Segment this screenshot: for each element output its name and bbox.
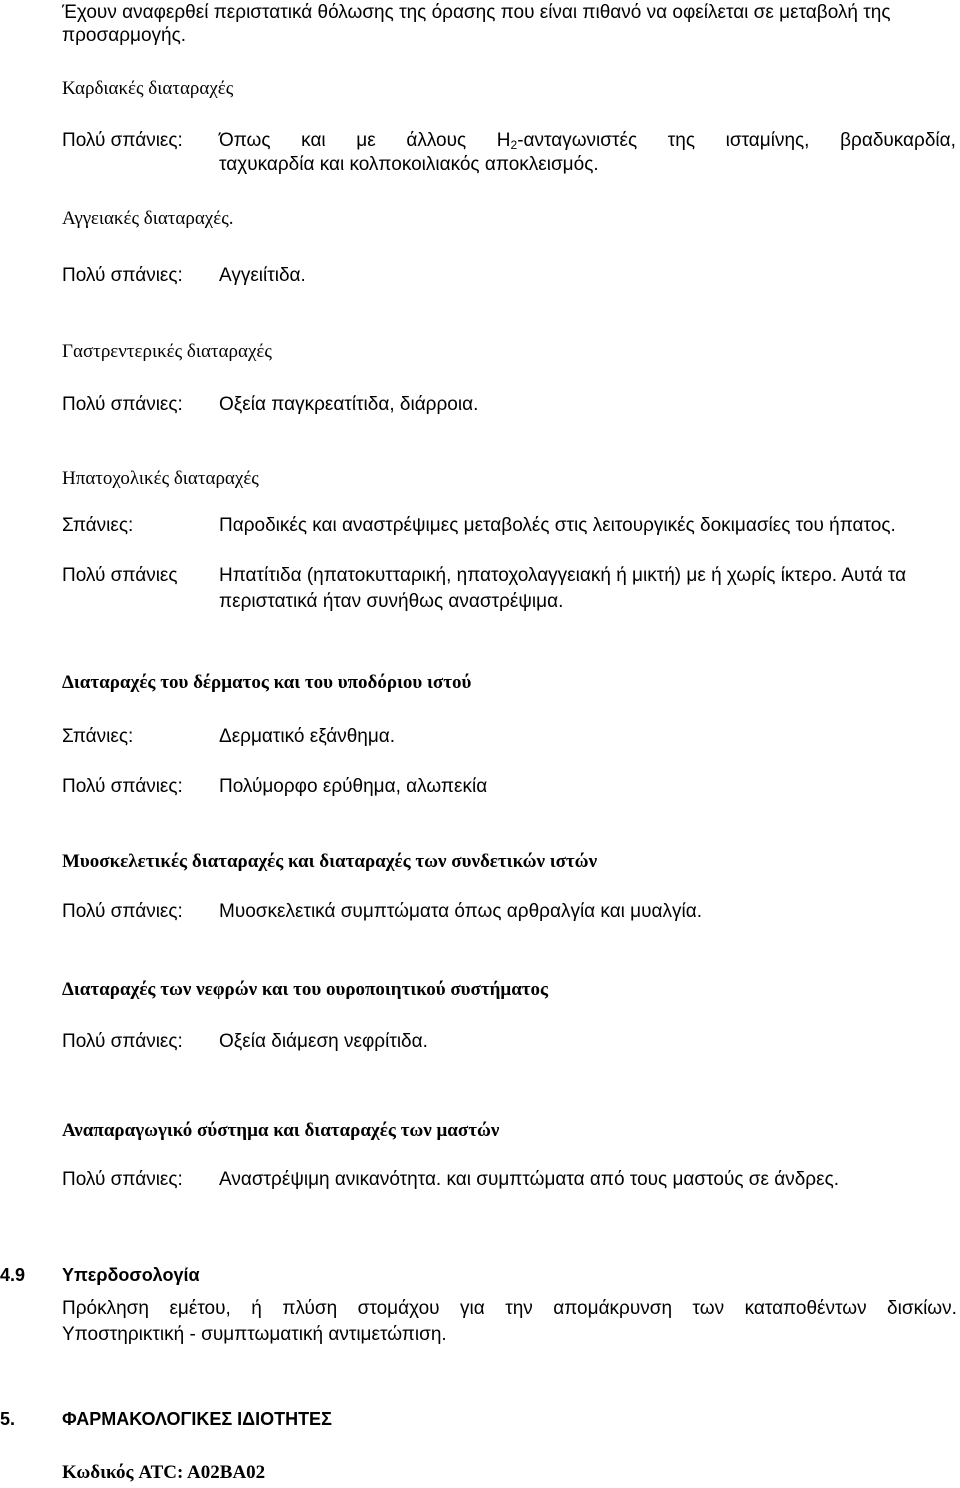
h2-prefix: H <box>496 130 511 151</box>
overdose-section-number: 4.9 <box>0 1265 26 1285</box>
reproductive-label: Πολύ σπάνιες: <box>62 1169 183 1190</box>
reproductive-heading: Αναπαραγωγικό σύστημα και διαταραχές των μαστών <box>62 1120 500 1141</box>
pharmacology-section-title: ΦΑΡΜΑΚΟΛΟΓΙΚΕΣ ΙΔΙΟΤΗΤΕΣ <box>62 1409 332 1429</box>
word: Πρόκληση <box>62 1298 149 1319</box>
word: με <box>356 130 376 151</box>
intro-line-1: Έχουν αναφερθεί περιστατικά θόλωσης της όρασης που είναι πιθανό να οφείλεται σε μεταβολή της <box>62 2 891 23</box>
word: των <box>692 1298 725 1319</box>
cardiac-text-line-2: ταχυκαρδία και κολποκοιλιακός αποκλεισμός. <box>219 154 599 175</box>
intro-line-2: προσαρμογής. <box>62 25 187 46</box>
word: ισταμίνης, <box>725 130 810 151</box>
musculo-heading: Μυοσκελετικές διαταραχές και διαταραχές των συνδετικών ιστών <box>62 851 598 872</box>
hepato-text-2-line-1: Ηπατίτιδα (ηπατοκυτταρική, ηπατοχολαγγειακή ή μικτή) με ή χωρίς ίκτερο. Αυτά τα <box>219 565 907 586</box>
hepato-label-1: Σπάνιες: <box>62 515 134 536</box>
word: δισκίων. <box>887 1298 957 1319</box>
word: της <box>667 130 695 151</box>
cardiac-heading: Καρδιακές διαταραχές <box>62 78 234 99</box>
word: καταποθέντων <box>744 1298 867 1319</box>
gastro-text: Οξεία παγκρεατίτιδα, διάρροια. <box>219 394 479 415</box>
h2-suffix: -ανταγωνιστές <box>517 130 638 151</box>
word: την <box>505 1298 533 1319</box>
word: Όπως <box>219 130 271 151</box>
hepato-text-1: Παροδικές και αναστρέψιμες μεταβολές στις λειτουργικές δοκιμασίες του ήπατος. <box>219 515 896 536</box>
pharmacology-section-number: 5. <box>0 1409 16 1429</box>
reproductive-text: Αναστρέψιμη ανικανότητα. και συμπτώματα από τους μαστούς σε άνδρες. <box>219 1169 840 1190</box>
word: απομάκρυνση <box>553 1298 673 1319</box>
overdose-text-line-2: Υποστηρικτική - συμπτωματική αντιμετώπιση. <box>62 1324 447 1345</box>
renal-label: Πολύ σπάνιες: <box>62 1031 183 1052</box>
gastro-label: Πολύ σπάνιες: <box>62 394 183 415</box>
word: άλλους <box>406 130 467 151</box>
word: πλύση <box>282 1298 338 1319</box>
skin-text-2: Πολύμορφο ερύθημα, αλωπεκία <box>219 776 488 797</box>
musculo-label: Πολύ σπάνιες: <box>62 901 183 922</box>
skin-label-1: Σπάνιες: <box>62 726 134 747</box>
vascular-label: Πολύ σπάνιες: <box>62 265 183 286</box>
vascular-heading: Αγγειακές διαταραχές. <box>62 208 234 229</box>
word: ή <box>251 1298 262 1319</box>
word: και <box>301 130 326 151</box>
word: στομάχου <box>357 1298 440 1319</box>
renal-heading: Διαταραχές των νεφρών και του ουροποιητικού συστήματος <box>62 979 549 1000</box>
overdose-text-line-1 <box>62 1297 957 1321</box>
word: για <box>460 1298 485 1319</box>
hepato-heading: Ηπατοχολικές διαταραχές <box>62 468 259 489</box>
skin-text-1: Δερματικό εξάνθημα. <box>219 726 396 747</box>
word: εμέτου, <box>169 1298 231 1319</box>
word: βραδυκαρδία, <box>840 130 956 151</box>
skin-label-2: Πολύ σπάνιες: <box>62 776 183 797</box>
h2-subscript: 2 <box>510 138 518 152</box>
hepato-label-2: Πολύ σπάνιες <box>62 565 178 586</box>
cardiac-label: Πολύ σπάνιες: <box>62 130 183 151</box>
atc-code: Κωδικός ATC: A02BA02 <box>62 1462 266 1483</box>
overdose-section-title: Υπερδοσολογία <box>62 1265 200 1285</box>
hepato-text-2-line-2: περιστατικά ήταν συνήθως αναστρέψιμα. <box>219 591 564 612</box>
skin-heading: Διαταραχές του δέρματος και του υποδόριου ιστού <box>62 672 472 693</box>
renal-text: Οξεία διάμεση νεφρίτιδα. <box>219 1031 428 1052</box>
musculo-text: Μυοσκελετικά συμπτώματα όπως αρθραλγία και μυαλγία. <box>219 901 702 922</box>
vascular-text: Αγγειίτιδα. <box>219 265 306 286</box>
gastro-heading: Γαστρεντερικές διαταραχές <box>62 341 272 362</box>
